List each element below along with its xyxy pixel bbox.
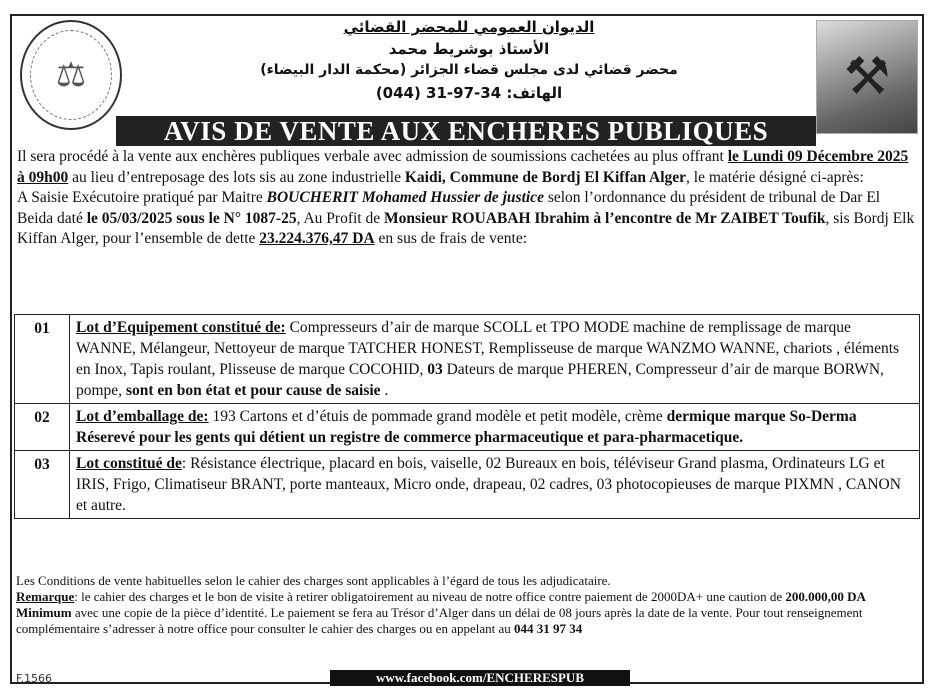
- sale-place: Kaidi, Commune de Bordj El Kiffan Alger: [404, 168, 687, 186]
- lots-table: [14, 314, 920, 519]
- remark-text: : le cahier des charges et le bon de visite à retirer obligatoirement au niveau de notre office contre paiement de 2000DA+ une caution de: [74, 589, 783, 604]
- lot-text: 193 Cartons et d’étuis de pommade grand modèle et petit modèle, crème: [212, 408, 663, 425]
- bailiff-name: BOUCHERIT Mohamed Hussier de justice: [266, 189, 544, 206]
- lot-text-bold: 03: [427, 361, 443, 378]
- scales-of-justice-icon: ⚖: [30, 30, 112, 120]
- ordinance-reference: le 05/03/2025 sous le N° 1087-25: [86, 209, 297, 227]
- table-row: [15, 315, 920, 404]
- lot-description: [70, 451, 920, 519]
- lot-text: : Résistance électrique, placard en bois, vaiselle, 02 Bureaux en bois, téléviseur Grand plasma, Ordinateurs LG et IRIS, Frigo, Climatiseur BRANT, porte manteaux, Micro onde, drapeau, 02 cadres, 03 photocopieuses de marque PIXMN , CANON et autre.: [76, 455, 901, 514]
- lot-text: Dateurs de marque PHEREN, Compresseur d’air de marque BORWN, pompe,: [76, 361, 884, 399]
- lot-heading: Lot d’emballage de:: [76, 408, 209, 425]
- lot-number: 01: [15, 315, 70, 404]
- lot-heading: Lot d’Equipement constitué de:: [76, 319, 286, 336]
- conditions-text: Les Conditions de vente habituelles selon le cahier des charges sont applicables à l’égard de tous les adjudicataire.: [16, 573, 611, 588]
- remark-paragraph: [16, 589, 918, 637]
- remark-text: avec une copie de la pièce d’identité. Le paiement se fera au Trésor d’Alger dans un délai de 08 jours après la date de la vente. Pour tout renseignement complémentaire s’adresser à notre office pour consulter le cahier des charges ou en appelant au: [16, 605, 863, 636]
- lot-text: .: [384, 382, 389, 399]
- hammer-icon: ⚒: [843, 49, 891, 106]
- parties: Monsieur ROUABAH Ibrahim à l’encontre de Mr ZAIBET Toufik: [384, 209, 826, 227]
- remark-label: Remarque: [16, 589, 75, 604]
- seizure-text: , sis Bordj Elk Kiffan Alger, pour l’ensemble de dette: [17, 209, 915, 247]
- lot-number: 02: [15, 404, 70, 451]
- seizure-text: , Au Profit de: [296, 209, 381, 227]
- lot-text-bold: dermique marque So-Derma Réserevé pour les gents qui détient un registre de commerce pharmaceutique et para-pharmacetique.: [76, 408, 857, 446]
- seizure-text: A Saisie Exécutoire pratiqué par Maitre: [17, 189, 263, 206]
- phone-number: (044) 31-97-34: [375, 84, 502, 102]
- phone-line-arabic: [132, 84, 806, 102]
- sale-date: le Lundi 09 Décembre 2025 à 09h00: [17, 148, 909, 186]
- intro-text: , le matérie désigné ci-après:: [686, 168, 864, 186]
- seizure-paragraph: [17, 188, 915, 250]
- seizure-text: selon l’ordonnance du président de tribunal de Dar El Beida daté: [17, 189, 881, 227]
- bailiff-name-arabic: الأستاذ بوشريط محمد: [388, 40, 550, 58]
- bailiff-court-arabic: محضر قضائي لدى مجلس قضاء الجزائر (محكمة الدار البيضاء): [260, 62, 678, 78]
- lot-description: [70, 404, 920, 451]
- lot-description: [70, 315, 920, 404]
- lot-number: 03: [15, 451, 70, 519]
- reference-code: F.1566: [16, 672, 53, 685]
- lot-text: Compresseurs d’air de marque SCOLL et TPO MODE machine de remplissage de marque WANNE, Mélangeur, Nettoyeur de marque TATCHER HONEST, Remplisseuse de marque WANZMO WANNE, chariots , éléments en Inox, Tapis roulant, Plisseuse de marque COCOHID,: [76, 319, 900, 378]
- lot-heading: Lot constitué de: [76, 455, 182, 472]
- facebook-link[interactable]: www.facebook.com/ENCHERESPUB: [330, 670, 630, 686]
- table-row: [15, 451, 920, 519]
- lot-condition: sont en bon état et pour cause de saisie: [125, 382, 381, 399]
- intro-paragraph: [17, 147, 915, 188]
- notice-header: [12, 16, 922, 122]
- caution-amount: 200.000,00 DA Minimum: [16, 589, 866, 620]
- notice-title: AVIS DE VENTE AUX ENCHERES PUBLIQUES: [116, 116, 816, 146]
- gavel-icon: [816, 20, 918, 134]
- notice-body: [17, 147, 915, 250]
- debt-amount: 23.224.376,47 DA: [259, 230, 375, 247]
- contact-phone: 044 31 97 34: [514, 621, 583, 636]
- notice-footer: [16, 573, 918, 637]
- seizure-text: en sus de frais de vente:: [378, 230, 528, 247]
- court-seal-icon: [20, 20, 122, 130]
- office-name-arabic: الديوان العمومي للمحضر القضائي: [343, 18, 595, 36]
- intro-text: au lieu d’entreposage des lots sis au zone industrielle: [72, 168, 401, 186]
- intro-text: Il sera procédé à la vente aux enchères publiques verbale avec admission de soumissions cachetées au plus offrant: [17, 148, 724, 165]
- phone-label-arabic: الهاتف:: [506, 84, 563, 102]
- table-row: [15, 404, 920, 451]
- notice-frame: [10, 14, 924, 684]
